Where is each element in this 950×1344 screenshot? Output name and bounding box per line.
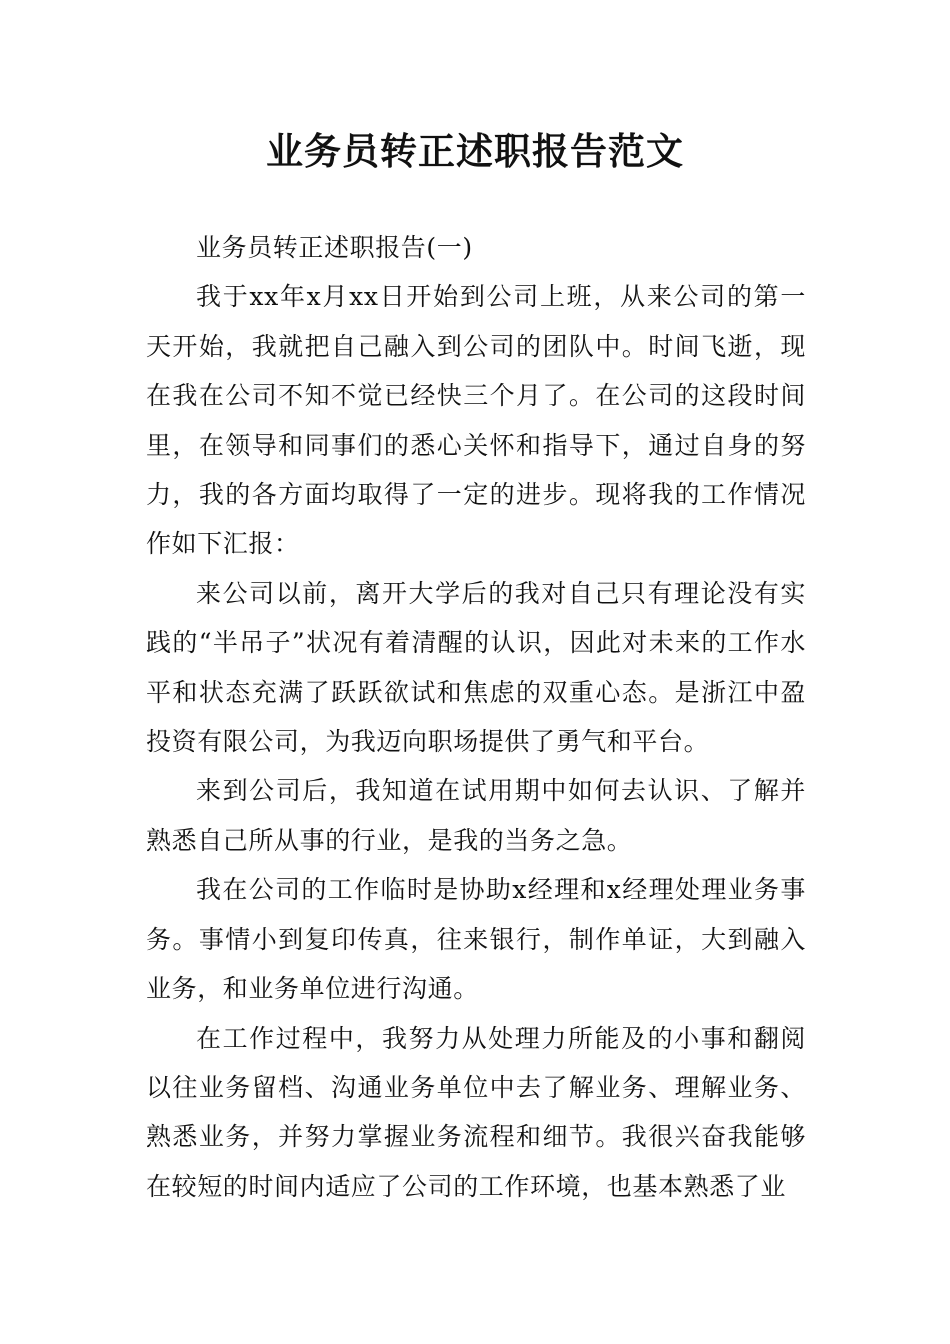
paragraph: 来到公司后，我知道在试用期中如何去认识、了解并熟悉自己所从事的行业，是我的当务之急。 (146, 776, 806, 855)
paragraph: 我在公司的工作临时是协助x经理和x经理处理业务事务。事情小到复印传真，往来银行，制作单证，大到融入业务，和业务单位进行沟通。 (146, 875, 806, 1004)
paragraph: 在工作过程中，我努力从处理力所能及的小事和翻阅以往业务留档、沟通业务单位中去了解业务、理解业务、熟悉业务，并努力掌握业务流程和细节。我很兴奋我能够在较短的时间内适应了公司的工作环境，也基本熟悉了业 (146, 1023, 806, 1201)
paragraph: 来公司以前，离开大学后的我对自己只有理论没有实践的“半吊子”状况有着清醒的认识，因此对未来的工作水平和状态充满了跃跃欲试和焦虑的双重心态。是浙江中盈投资有限公司，为我迈向职场提供了勇气和平台。 (146, 578, 806, 757)
paragraph: 我于xx年x月xx日开始到公司上班，从来公司的第一天开始，我就把自己融入到公司的团队中。时间飞逝，现在我在公司不知不觉已经快三个月了。在公司的这段时间里，在领导和同事们的悉心关怀和指导下，通过自身的努力，我的各方面均取得了一定的进步。现将我的工作情况作如下汇报： (146, 282, 806, 559)
document-title: 业务员转正述职报告范文 (266, 130, 684, 173)
section-heading: 业务员转正述职报告(一) (196, 233, 473, 262)
document-body (146, 223, 806, 1211)
